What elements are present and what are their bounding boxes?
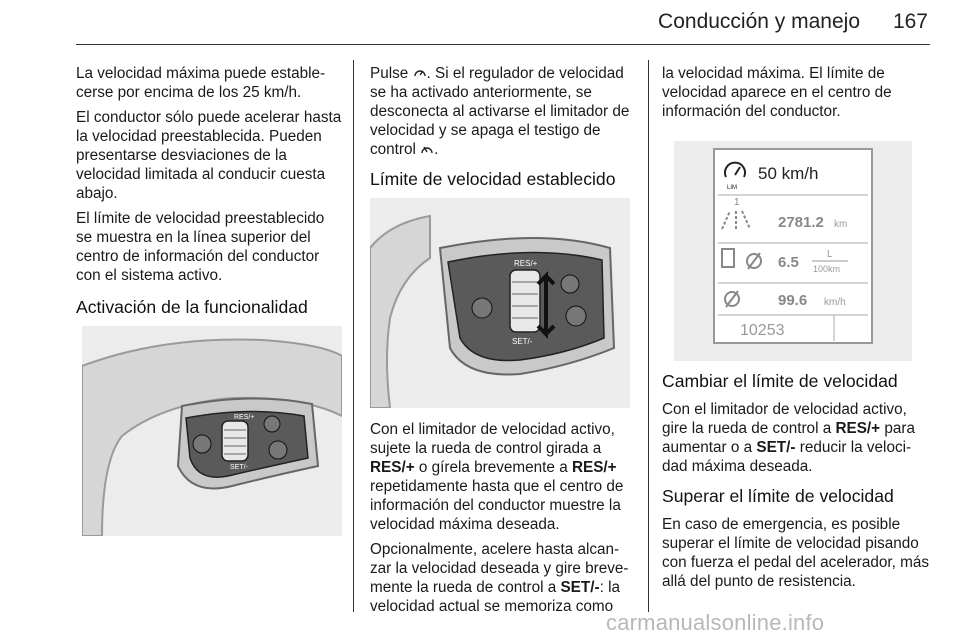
watermark: carmanualsonline.info <box>606 610 825 635</box>
page-number: 167 <box>892 10 928 33</box>
steering-wheel-figure <box>82 326 342 536</box>
section-heading: Superar el límite de velocidad <box>662 486 894 506</box>
res-label: RES/+ <box>514 259 538 268</box>
odometer-value: 10253 <box>740 322 785 339</box>
column-3 <box>662 64 930 597</box>
trip-number: 1 <box>734 197 740 208</box>
paragraph: El conductor sólo puede acelerar hasta la velocidad preestablecida. Pueden presentarse desviaciones de la velocidad limitada al conducir cuesta abajo. <box>76 109 342 202</box>
paragraph: Con el limitador de velocidad activo, gire la rueda de control a RES/+ para aumentar o a SET/- reducir la veloci-dad máxima deseada. <box>662 401 915 475</box>
steering-wheel-illustration <box>82 326 342 536</box>
lim-label: LIM <box>727 185 738 191</box>
driver-info-display-figure <box>674 141 912 361</box>
section-heading: Activación de la funcionalidad <box>76 297 308 317</box>
column-2 <box>370 64 636 622</box>
paragraph: Opcionalmente, acelere hasta alcan-zar la velocidad deseada y gire breve-mente la rueda de control a SET/-: la velocidad actual se memoriza como <box>370 541 629 615</box>
paragraph: En caso de emergencia, es posible superar el límite de velocidad pisando con fuerza el pedal del acelerador, más allá del punto de resistencia. <box>662 516 930 590</box>
trip-unit: km <box>834 219 848 230</box>
set-label: SET/- <box>512 337 533 346</box>
average-speed-unit: km/h <box>824 297 846 308</box>
cruise-control-icon <box>420 142 434 156</box>
paragraph: Pulse . Si el regulador de velocidad se ha activado anteriormente, se desconecta al activarse el limitador de velocidad y se apaga el testigo de control . <box>370 65 630 158</box>
speed-limit-value: 50 km/h <box>758 164 819 183</box>
driver-info-display <box>674 141 912 361</box>
fuel-unit-bottom: 100km <box>813 264 841 274</box>
set-label: SET/- <box>230 464 248 471</box>
average-speed-value: 99.6 <box>778 292 808 309</box>
speed-limiter-icon <box>413 66 427 80</box>
trip-value: 2781.2 <box>778 214 824 231</box>
section-heading: Límite de velocidad establecido <box>370 169 616 189</box>
column-1 <box>76 64 342 548</box>
fuel-unit-top: L <box>827 249 833 260</box>
control-wheel-illustration <box>370 198 630 408</box>
paragraph: la velocidad máxima. El límite de velocidad aparece en el centro de información del conductor. <box>662 65 892 120</box>
column-divider <box>353 60 354 612</box>
header-rule <box>76 44 930 45</box>
page-title: Conducción y manejo <box>658 10 860 33</box>
paragraph: La velocidad máxima puede estable-cerse por encima de los 25 km/h. <box>76 65 326 101</box>
res-label: RES/+ <box>234 414 255 421</box>
column-divider <box>648 60 649 612</box>
control-wheel-figure <box>370 198 630 408</box>
paragraph: Con el limitador de velocidad activo, sujete la rueda de control girada a RES/+ o gírela brevemente a RES/+ repetidamente hasta que el centro de información del conductor muestre la velocidad máxima deseada. <box>370 421 624 533</box>
fuel-value: 6.5 <box>778 254 799 271</box>
section-heading: Cambiar el límite de velocidad <box>662 371 898 391</box>
paragraph: El límite de velocidad preestablecido se muestra en la línea superior del centro de información del conductor con el sistema activo. <box>76 210 325 284</box>
